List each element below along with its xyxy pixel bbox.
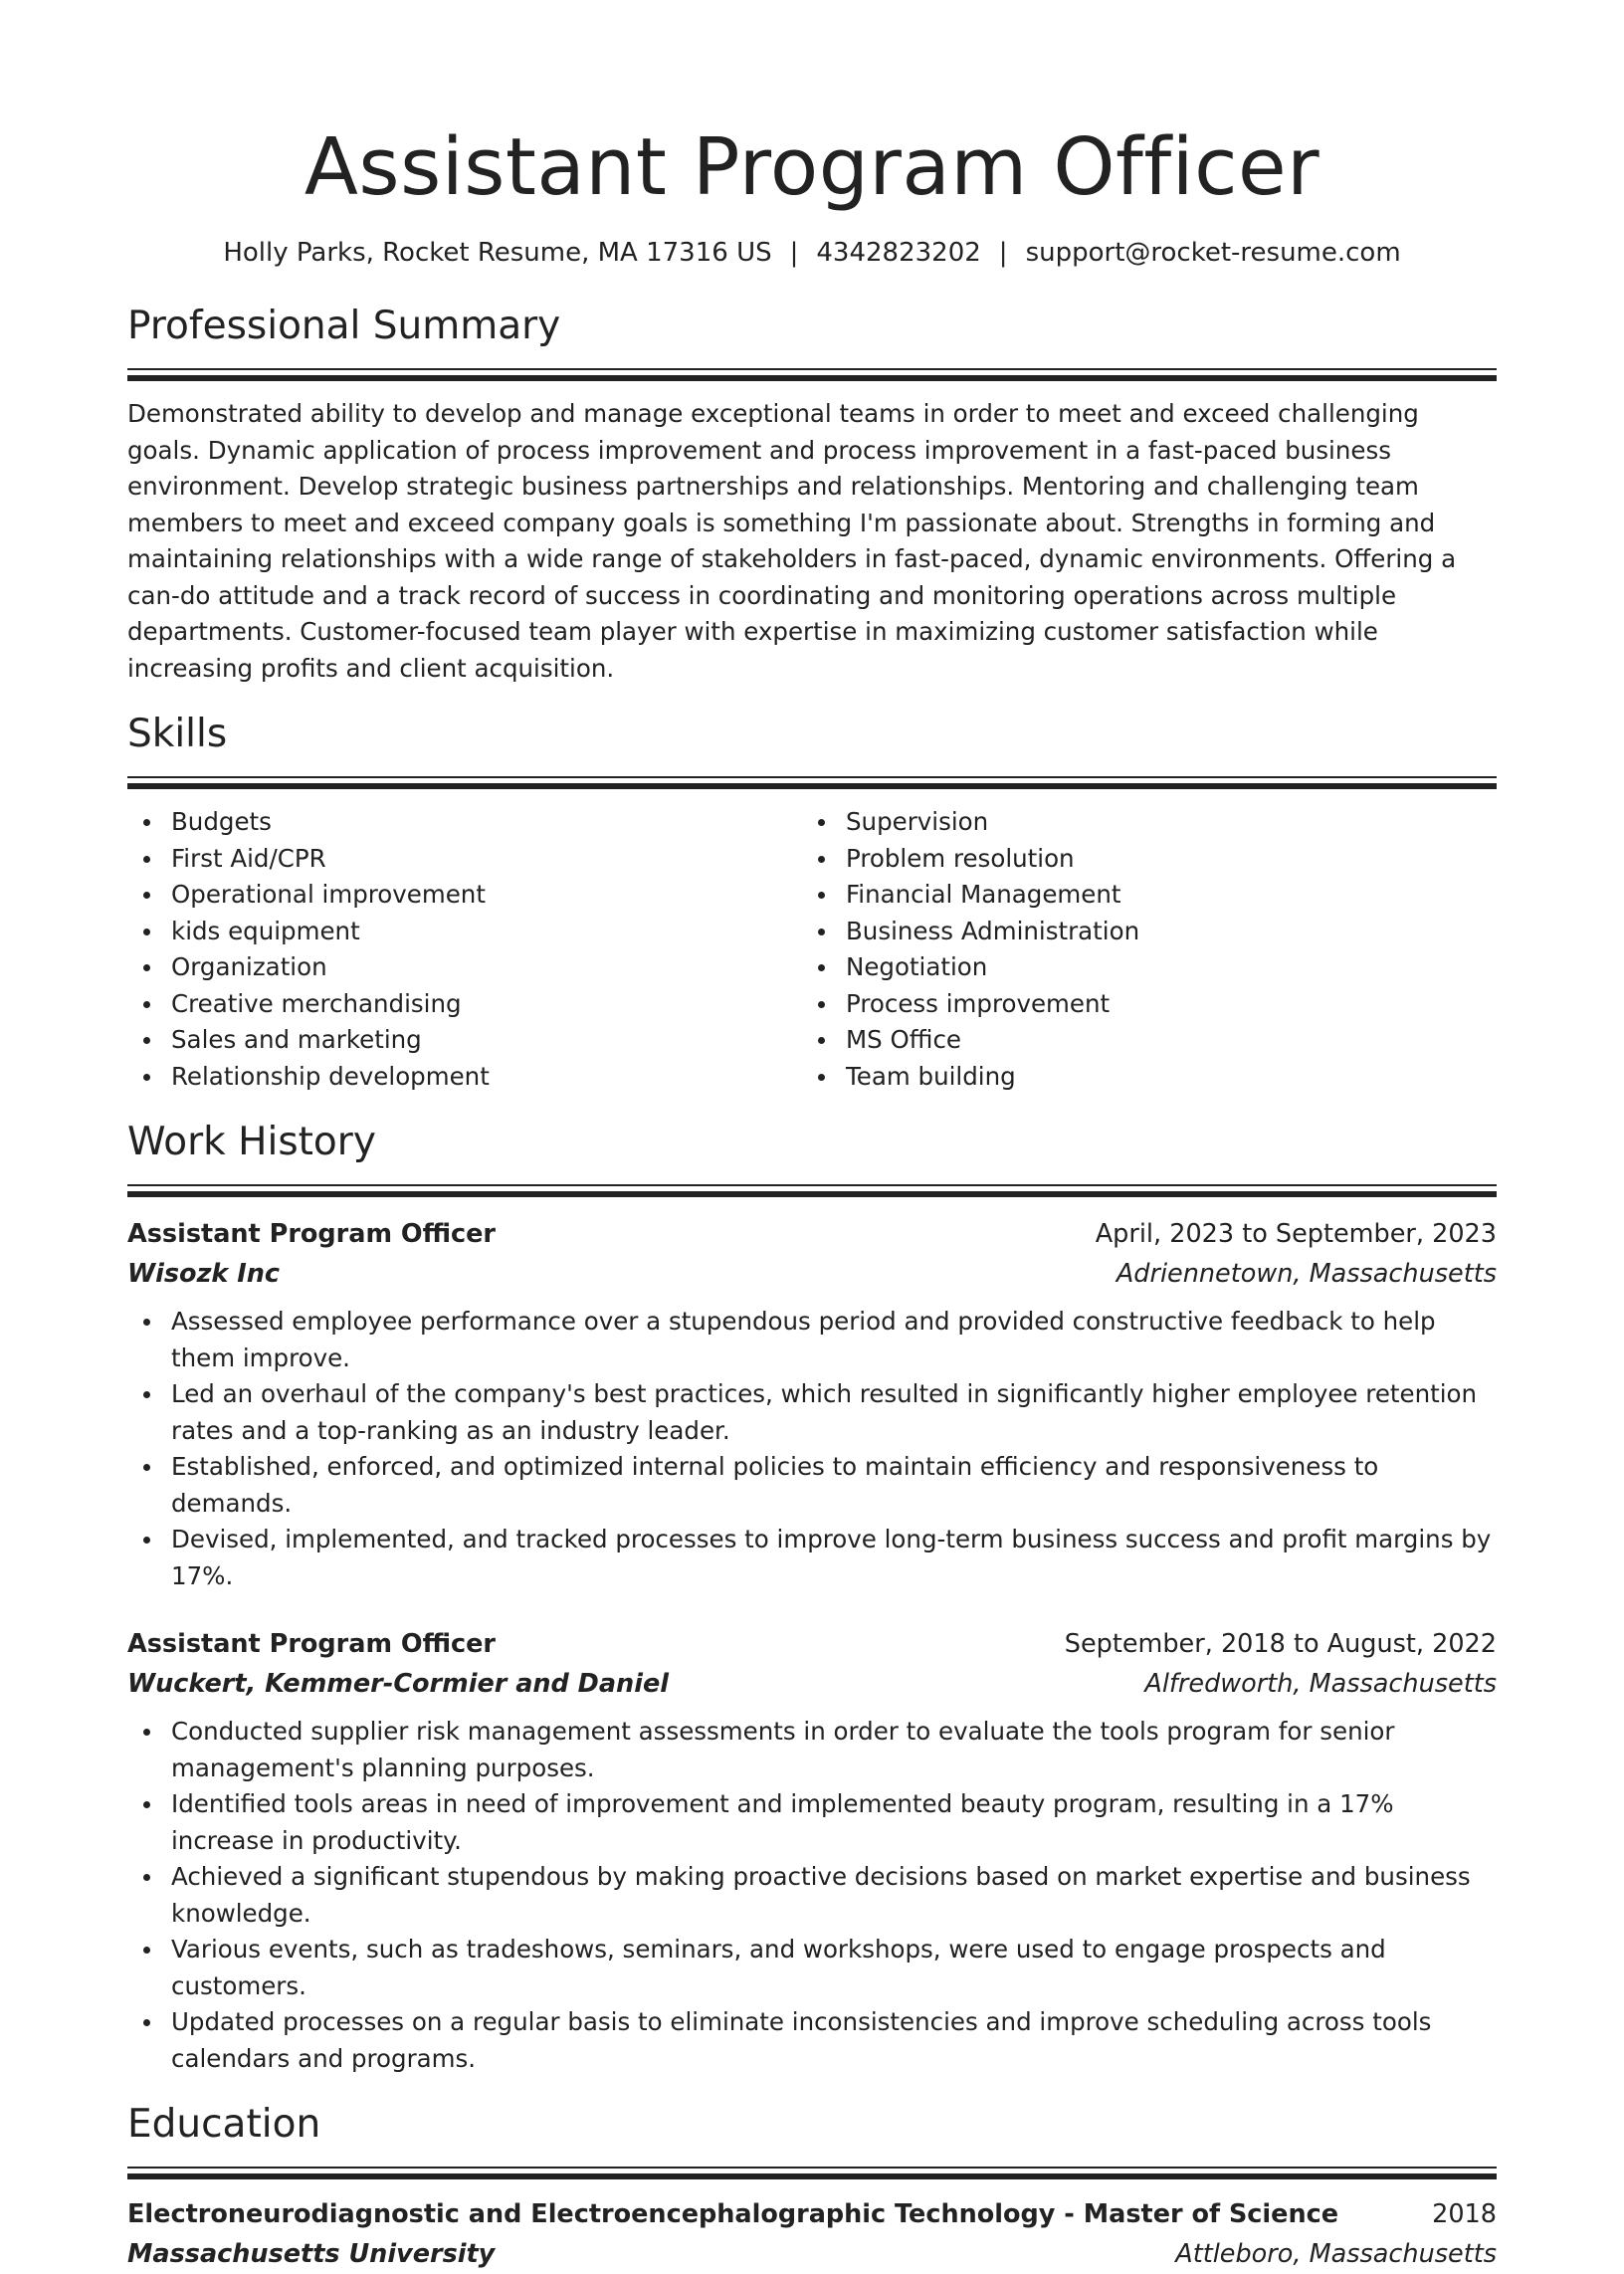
education-location: Attleboro, Massachusetts: [1175, 2239, 1497, 2269]
skills-columns: [127, 804, 1497, 1095]
education-degree: Electroneurodiagnostic and Electroencephalographic Technology - Master of Science: [127, 2199, 1339, 2229]
job-bullet: Devised, implemented, and tracked processes to improve long-term business success and profit margins by 17%.: [127, 1522, 1497, 1594]
education-heading: Education: [127, 2102, 321, 2147]
job-bullet: Conducted supplier risk management assessments in order to evaluate the tools program for senior management's planning purposes.: [127, 1714, 1497, 1786]
skill-item: Organization: [127, 949, 802, 986]
job-bullet: Established, enforced, and optimized internal policies to maintain efficiency and responsiveness to demands.: [127, 1449, 1497, 1522]
job-bullets: [127, 1304, 1497, 1594]
skill-item: Supervision: [802, 804, 1477, 841]
job-bullets: [127, 1714, 1497, 2077]
skills-heading: Skills: [127, 712, 228, 756]
summary-heading: Professional Summary: [127, 304, 561, 348]
education-entry: [127, 2194, 1497, 2274]
skill-item: Negotiation: [802, 949, 1477, 986]
skill-item: Creative merchandising: [127, 986, 802, 1023]
education-degree-row: [127, 2194, 1497, 2234]
job-title: Assistant Program Officer: [127, 1219, 496, 1249]
contact-separator: |: [998, 238, 1008, 268]
work-section: [127, 1119, 1497, 2077]
job-company-row: [127, 1254, 1497, 1294]
section-divider: [127, 2167, 1497, 2180]
job-bullet: Assessed employee performance over a stupendous period and provided constructive feedback to help them improve.: [127, 1304, 1497, 1376]
skill-item: Sales and marketing: [127, 1022, 802, 1059]
skill-item: First Aid/CPR: [127, 841, 802, 878]
skill-item: Business Administration: [802, 914, 1477, 950]
skill-item: Process improvement: [802, 986, 1477, 1023]
resume-title: Assistant Program Officer: [304, 121, 1320, 213]
contact-email: support@rocket-resume.com: [1025, 238, 1401, 268]
skill-item: kids equipment: [127, 914, 802, 950]
job-dates: April, 2023 to September, 2023: [1095, 1219, 1497, 1249]
education-school: Massachusetts University: [127, 2239, 496, 2269]
job-dates: September, 2018 to August, 2022: [1064, 1629, 1497, 1659]
job-entry: [127, 1624, 1497, 2077]
skill-item: Budgets: [127, 804, 802, 841]
summary-section: [127, 303, 1497, 687]
job-company-row: [127, 1664, 1497, 1704]
section-divider: [127, 368, 1497, 382]
education-school-row: [127, 2234, 1497, 2274]
job-header-row: [127, 1214, 1497, 1254]
education-section: [127, 2101, 1497, 2274]
job-location: Alfredworth, Massachusetts: [1144, 1669, 1497, 1699]
skill-item: Relationship development: [127, 1059, 802, 1096]
job-bullet: Led an overhaul of the company's best practices, which resulted in significantly higher employee retention rates and a top-ranking as an industry leader.: [127, 1376, 1497, 1449]
job-bullet: Identified tools areas in need of improvement and implemented beauty program, resulting in a 17% increase in productivity.: [127, 1786, 1497, 1859]
skill-item: Problem resolution: [802, 841, 1477, 878]
job-location: Adriennetown, Massachusetts: [1116, 1259, 1497, 1289]
job-entry: [127, 1214, 1497, 1594]
work-heading: Work History: [127, 1120, 376, 1164]
contact-line: [127, 237, 1497, 269]
job-title: Assistant Program Officer: [127, 1629, 496, 1659]
skill-item: Operational improvement: [127, 877, 802, 914]
section-divider: [127, 1184, 1497, 1198]
job-company: Wuckert, Kemmer-Cormier and Daniel: [127, 1669, 669, 1699]
contact-address: Holly Parks, Rocket Resume, MA 17316 US: [223, 238, 772, 268]
skill-item: MS Office: [802, 1022, 1477, 1059]
contact-phone: 4342823202: [816, 238, 981, 268]
summary-text: Demonstrated ability to develop and manage exceptional teams in order to meet and exceed challenging goals. Dynamic application of process improvement and process improvement in a fast-paced business environment. Develop strategic business partnerships and relationships. Mentoring and challenging team members to meet and exceed company goals is something I'm passionate about. Strengths in forming and maintaining relationships with a wide range of stakeholders in fast-paced, dynamic environments. Offering a can-do attitude and a track record of success in coordinating and monitoring operations across multiple departments. Customer-focused team player with expertise in maximizing customer satisfaction while increasing profits and client acquisition.: [127, 399, 1457, 683]
job-header-row: [127, 1624, 1497, 1664]
education-year: 2018: [1432, 2199, 1497, 2229]
job-company: Wisozk Inc: [127, 1259, 280, 1289]
skill-item: Team building: [802, 1059, 1477, 1096]
job-bullet: Various events, such as tradeshows, seminars, and workshops, were used to engage prospects and customers.: [127, 1932, 1497, 2004]
job-bullet: Achieved a significant stupendous by making proactive decisions based on market expertise and business knowledge.: [127, 1859, 1497, 1932]
contact-separator: |: [789, 238, 799, 268]
skills-list-left: [127, 804, 802, 1095]
skills-list-right: [802, 804, 1477, 1095]
resume-page: [127, 117, 1497, 2274]
skills-section: [127, 711, 1497, 1095]
skill-item: Financial Management: [802, 877, 1477, 914]
section-divider: [127, 776, 1497, 790]
job-bullet: Updated processes on a regular basis to eliminate inconsistencies and improve scheduling across tools calendars and programs.: [127, 2004, 1497, 2077]
